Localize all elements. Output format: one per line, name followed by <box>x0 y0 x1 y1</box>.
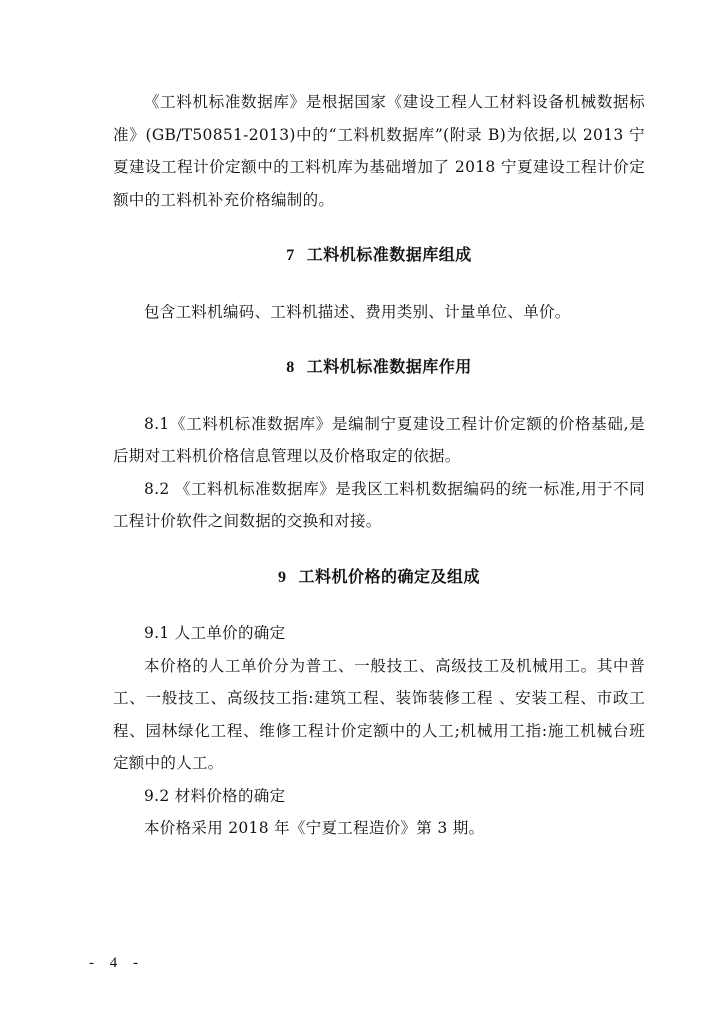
section-9-2-body: 本价格采用 2018 年《宁夏工程造价》第 3 期。 <box>144 819 485 837</box>
section-7-title: 工料机标准数据库组成 <box>306 245 472 264</box>
section-9-1-title: 9.1 人工单价的确定 <box>144 624 286 642</box>
section-9-title: 工料机价格的确定及组成 <box>298 566 480 586</box>
section-8-number: 8 <box>286 359 295 376</box>
page-content <box>113 86 645 845</box>
section-9-1-body: 本价格的人工单价分为普工、一般技工、高级技工及机械用工。其中普工、一般技工、高级技工指:建筑工程、装饰装修工程 、安装工程、市政工程、园林绿化工程、维修工程计价定额中的人工;机械用工指:施工机械台班定额中的人工。 <box>113 656 645 772</box>
section-8-title: 工料机标准数据库作用 <box>306 357 472 376</box>
section-8-1-paragraph: 8.1《工料机标准数据库》是编制宁夏建设工程计价定额的价格基础,是后期对工料机价格信息管理以及价格取定的依据。 <box>113 414 645 465</box>
section-7-heading <box>113 239 645 273</box>
section-8-heading <box>113 351 645 385</box>
page-number: - 4 - <box>89 955 144 971</box>
intro-paragraph: 《工料机标准数据库》是根据国家《建设工程人工材料设备机械数据标准》(GB/T50851-2013)中的“工料机数据库”(附录 B)为依据,以 2013 宁夏建设工程计价定额中的工料机库为基础增加了 2018 宁夏建设工程计价定额中的工料机补充价格编制的。 <box>113 93 645 209</box>
section-9-2-title: 9.2 材料价格的确定 <box>144 786 286 805</box>
section-9-number: 9 <box>277 568 287 586</box>
section-7-number: 7 <box>286 247 295 264</box>
section-8-2-paragraph: 8.2 《工料机标准数据库》是我区工料机数据编码的统一标准,用于不同工程计价软件之间数据的交换和对接。 <box>113 479 645 530</box>
section-9-heading <box>113 561 645 595</box>
section-7-body: 包含工料机编码、工料机描述、费用类别、计量单位、单价。 <box>144 302 571 321</box>
